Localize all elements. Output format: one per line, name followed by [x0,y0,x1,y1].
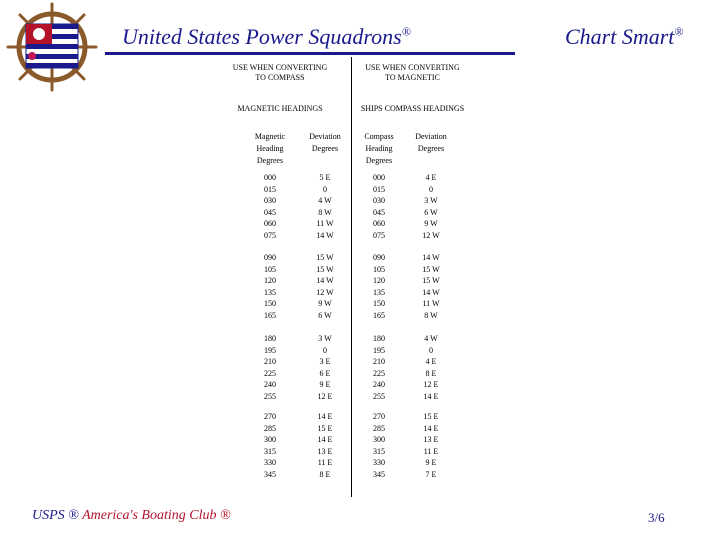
col-header-magnetic: Magnetic Heading Degrees [254,132,286,165]
footer-brand [32,508,231,524]
table-cell: 15 W 15 W 14 W 12 W 9 W 6 W [316,253,334,320]
magnetic-headings-label: MAGNETIC HEADINGS [237,104,323,113]
col-header-deviation-2: Deviation Degrees [415,132,447,153]
table-cell: 14 E 15 E 14 E 13 E 11 E 8 E [317,412,333,479]
product-title: Chart Smart® [565,24,684,49]
table-cell: 3 W 0 3 E 6 E 9 E 12 E [317,334,333,401]
table-cell: 15 E 14 E 13 E 11 E 9 E 7 E [423,412,439,479]
table-cell: 000 015 030 045 060 075 [264,173,276,240]
column-divider [351,57,352,497]
right-use-note: USE WHEN CONVERTING TO MAGNETIC [365,63,460,82]
table-cell: 180 195 210 225 240 255 [264,334,276,401]
table-cell: 000 015 030 045 060 075 [373,173,385,240]
table-cell: 180 195 210 225 240 255 [373,334,385,401]
page-number: 3/6 [648,510,665,525]
table-cell: 270 285 300 315 330 345 [264,412,276,479]
footer-tagline: America's Boating Club ® [82,508,231,523]
org-title: United States Power Squadrons® [122,24,411,49]
table-cell: 270 285 300 315 330 345 [373,412,385,479]
col-header-compass: Compass Heading Degrees [364,132,394,165]
table-cell: 4 E 0 3 W 6 W 9 W 12 W [422,173,440,240]
table-cell: 4 W 0 4 E 8 E 12 E 14 E [423,334,439,401]
table-cell: 090 105 120 135 150 165 [264,253,276,320]
footer-org: USPS ® [32,508,79,523]
header-rule [105,52,515,55]
usps-logo-icon [2,2,102,92]
col-header-deviation-1: Deviation Degrees [309,132,341,153]
left-use-note: USE WHEN CONVERTING TO COMPASS [232,63,328,82]
table-cell: 5 E 0 4 W 8 W 11 W 14 W [316,173,334,240]
compass-headings-label: SHIPS COMPASS HEADINGS [360,104,465,113]
table-cell: 14 W 15 W 15 W 14 W 11 W 8 W [422,253,440,320]
table-cell: 090 105 120 135 150 165 [373,253,385,320]
